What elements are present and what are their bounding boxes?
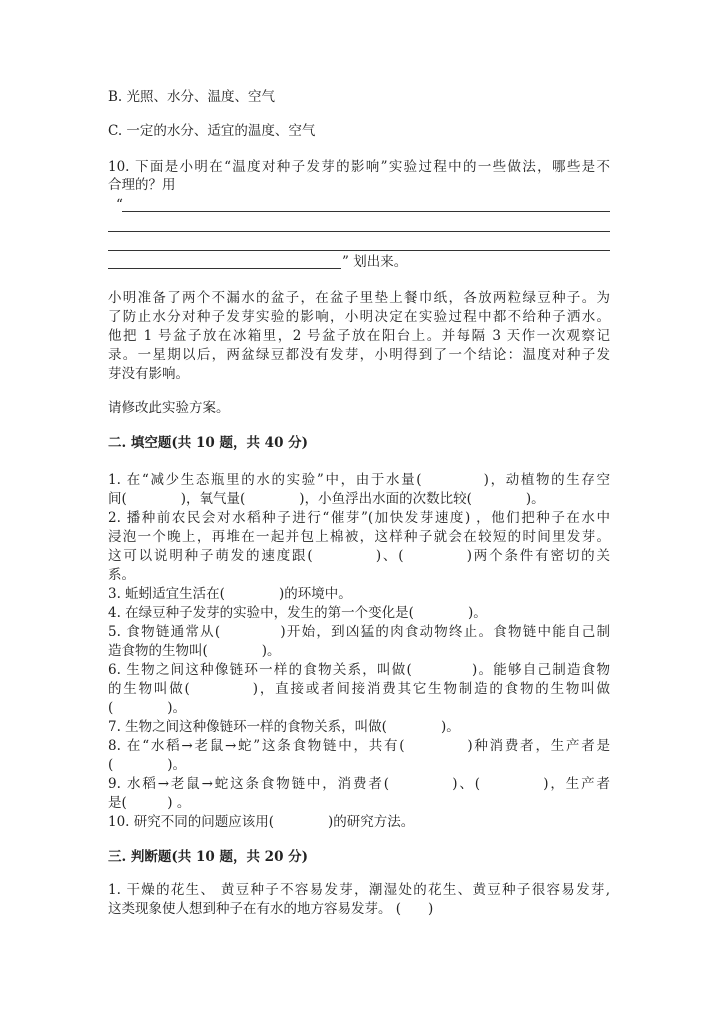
answer-line[interactable] — [122, 211, 610, 212]
instruction: 请修改此实验方案。 — [108, 400, 230, 416]
question-line: 6. 生物之间这种像链环一样的食物关系，叫做( )。能够自己制造食物 — [108, 662, 610, 678]
question-line: 1. 在“减少生态瓶里的水的实验”中，由于水量( )，动植物的生存空 — [108, 472, 610, 488]
question-line: 这类现象使人想到种子在有水的地方容易发芽。 ( ) — [108, 901, 434, 917]
answer-line[interactable] — [108, 268, 341, 269]
question-line: 4. 在绿豆种子发芽的实验中，发生的第一个变化是( )。 — [108, 605, 487, 621]
question-line: 2. 播种前农民会对水稻种子进行“催芽”(加快发芽速度) ，他们把种子在水中 — [108, 510, 610, 526]
paragraph-line: 他把 1 号盆子放在冰箱里，2 号盆子放在阳台上。并每隔 3 天作一次观察记 — [108, 328, 610, 344]
paragraph-line: 了防止水分对种子发芽实验的影响，小明决定在实验过程中都不给种子洒水。 — [108, 309, 610, 325]
question-line: 5. 食物链通常从( )开始，到凶猛的肉食动物终止。食物链中能自己制 — [108, 624, 610, 640]
paragraph-line: 芽没有影响。 — [108, 366, 189, 382]
paragraph-line: 小明准备了两个不漏水的盆子，在盆子里垫上餐巾纸，各放两粒绿豆种子。为 — [108, 290, 610, 306]
section-2-title: 二. 填空题(共 10 题，共 40 分) — [108, 435, 309, 451]
close-text: ” 划出来。 — [342, 254, 408, 270]
question-10-line1: 10. 下面是小明在“温度对种子发芽的影响”实验过程中的一些做法，哪些是不 — [108, 159, 610, 175]
question-line: 这可以说明种子萌发的速度跟( )、( )两个条件有密切的关 — [108, 548, 610, 564]
answer-line[interactable] — [108, 250, 610, 251]
question-line: 是( ) 。 — [108, 795, 191, 811]
question-line: 浸泡一个晚上，再堆在一起并包上棉被，这样种子就会在较短的时间里发芽。 — [108, 529, 610, 545]
question-line: 9. 水稻→老鼠→蛇这条食物链中，消费者( )、( )，生产者 — [108, 776, 610, 792]
section-3-title: 三. 判断题(共 10 题，共 20 分) — [108, 849, 309, 865]
option-b: B. 光照、水分、温度、空气 — [108, 89, 276, 105]
question-line: ( )。 — [108, 757, 187, 773]
question-line: 8. 在“水稻→老鼠→蛇”这条食物链中，共有( )种消费者，生产者是 — [108, 738, 610, 754]
question-line: 的生物叫做( )，直接或者间接消费其它生物制造的食物的生物叫做 — [108, 681, 610, 697]
question-line: 造食物的生物叫( )。 — [108, 643, 281, 659]
answer-line[interactable] — [108, 231, 610, 232]
open-quote: “ — [116, 197, 123, 213]
option-c: C. 一定的水分、适宜的温度、空气 — [108, 123, 316, 139]
question-line: 1. 干燥的花生、 黄豆种子不容易发芽，潮湿处的花生、黄豆种子很容易发芽, — [108, 882, 610, 898]
question-line: 间( )，氧气量( )，小鱼浮出水面的次数比较( )。 — [108, 491, 545, 507]
question-line: 7. 生物之间这种像链环一样的食物关系，叫做( )。 — [108, 719, 460, 735]
question-line: ( )。 — [108, 700, 187, 716]
question-line: 系。 — [108, 567, 135, 583]
question-line: 10. 研究不同的问题应该用( )的研究方法。 — [108, 814, 415, 830]
question-line: 3. 蚯蚓适宜生活在( )的环境中。 — [108, 586, 352, 602]
question-10-line2: 合理的？用 — [108, 177, 176, 193]
paragraph-line: 录。一星期以后，两盆绿豆都没有发芽，小明得到了一个结论：温度对种子发 — [108, 347, 610, 363]
